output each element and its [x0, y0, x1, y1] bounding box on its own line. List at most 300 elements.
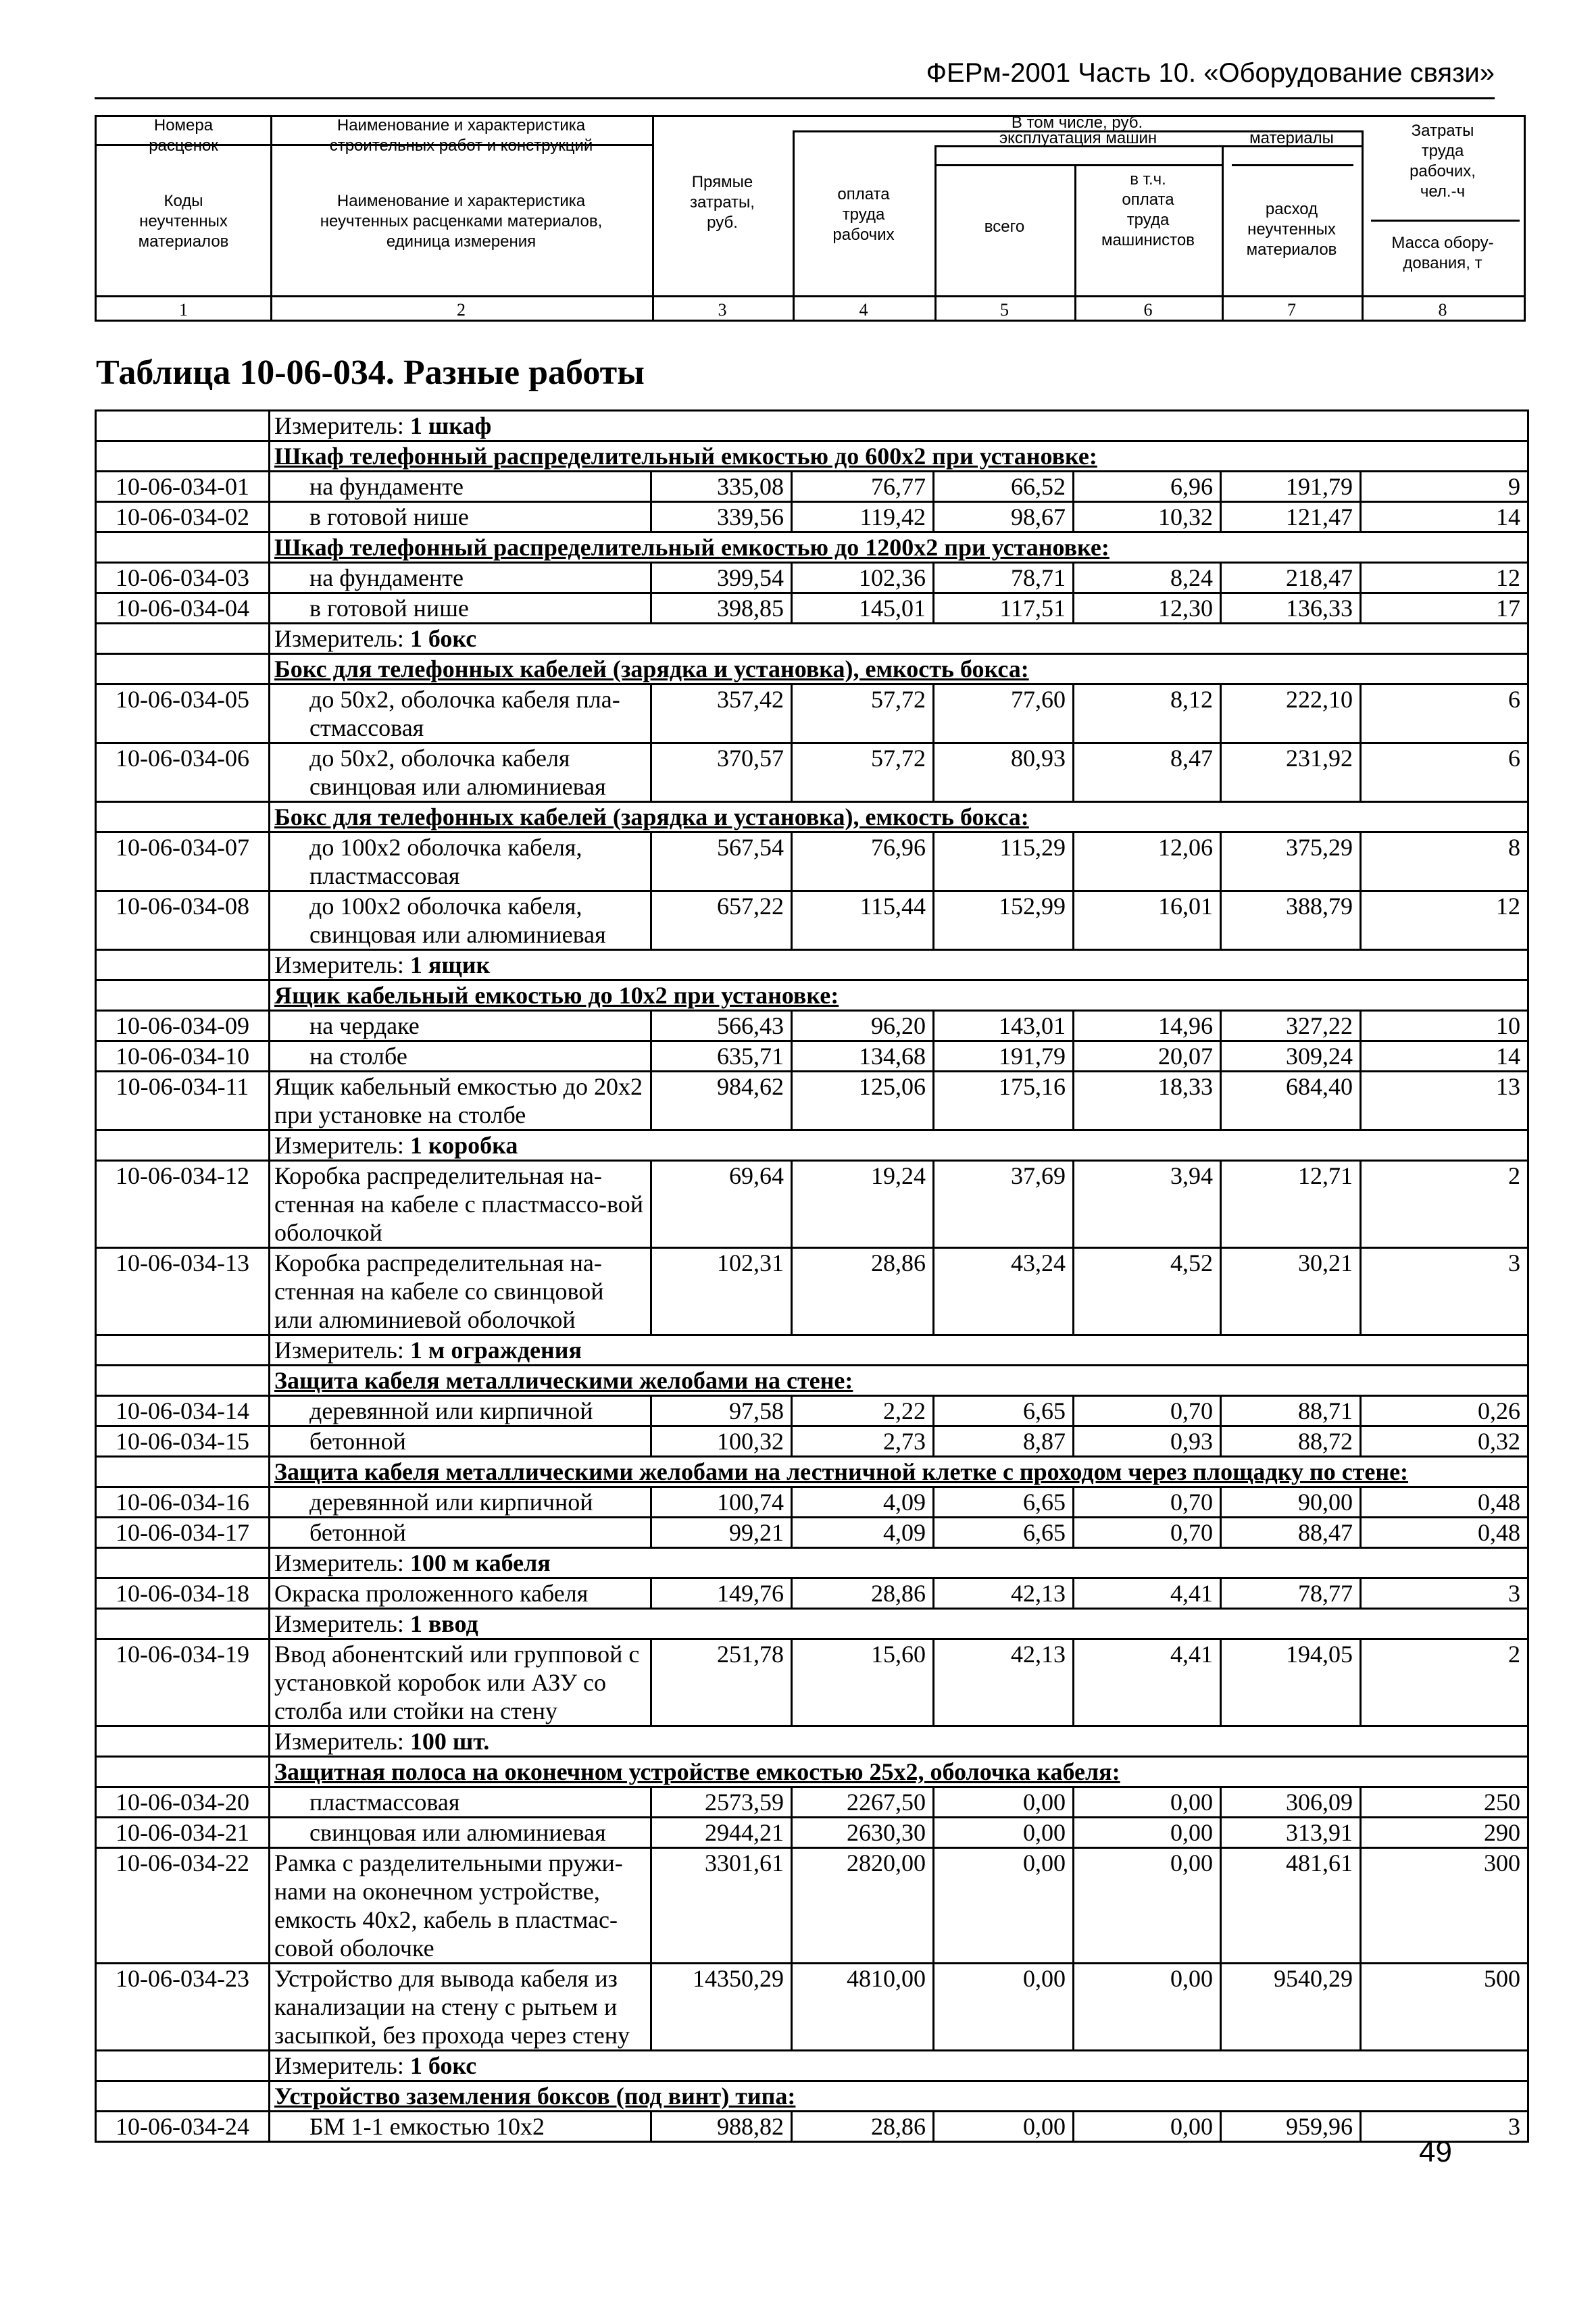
meter-row	[96, 950, 1528, 980]
section-title: Устройство заземления боксов (под винт) типа:	[270, 2081, 1528, 2112]
meter-row	[96, 411, 1528, 441]
unaccounted-materials: 136,33	[1221, 593, 1361, 624]
labor-hours: 300	[1361, 1848, 1528, 1964]
section-title: Шкаф телефонный распределительный емкостью до 1200х2 при установке:	[270, 532, 1528, 563]
table-row	[96, 472, 1528, 502]
work-name: Ввод абонентский или групповой с установкой коробок или АЗУ со столба или стойки на стену	[270, 1639, 651, 1726]
work-name: бетонной	[270, 1518, 651, 1548]
labor-hours: 290	[1361, 1818, 1528, 1848]
work-name: бетонной	[270, 1426, 651, 1457]
empty-cell	[96, 624, 270, 654]
labor-pay: 2,22	[792, 1396, 934, 1426]
meter-row	[96, 1130, 1528, 1161]
work-name: Рамка с разделительными пружи-нами на оконечном устройстве, емкость 40х2, кабель в пластмас-совой оболочке	[270, 1848, 651, 1964]
table-body	[96, 411, 1528, 2142]
rate-code: 10-06-034-13	[96, 1248, 270, 1335]
labor-hours: 12	[1361, 891, 1528, 950]
labor-pay: 28,86	[792, 2112, 934, 2142]
unaccounted-materials: 231,92	[1221, 743, 1361, 802]
header-name-bottom: Наименование и характеристика неучтенных расценками материалов, единица измерения	[320, 192, 603, 251]
machines-total: 78,71	[934, 563, 1074, 593]
section-title: Бокс для телефонных кабелей (зарядка и установка), емкость бокса:	[270, 654, 1528, 684]
unit-of-measure	[270, 1548, 1528, 1578]
rate-code: 10-06-034-16	[96, 1487, 270, 1518]
direct-costs: 566,43	[651, 1011, 792, 1041]
rate-code: 10-06-034-01	[96, 472, 270, 502]
operators-pay: 0,93	[1074, 1426, 1221, 1457]
machines-total: 0,00	[934, 2112, 1074, 2142]
machines-total: 77,60	[934, 684, 1074, 743]
header-name-top: Наименование и характеристика строительных работ и конструкций	[329, 116, 593, 155]
labor-pay: 134,68	[792, 1041, 934, 1072]
unaccounted-materials: 194,05	[1221, 1639, 1361, 1726]
empty-cell	[96, 1757, 270, 1787]
unaccounted-materials: 388,79	[1221, 891, 1361, 950]
meter-value: 1 ящик	[409, 951, 491, 978]
section-title: Защита кабеля металлическими желобами на лестничной клетке с проходом через площадку по стене:	[270, 1457, 1528, 1487]
direct-costs: 984,62	[651, 1072, 792, 1130]
labor-hours: 13	[1361, 1072, 1528, 1130]
work-name: до 100х2 оболочка кабеля, свинцовая или алюминиевая	[270, 891, 651, 950]
meter-row	[96, 1726, 1528, 1757]
work-name: до 50х2, оболочка кабеля пла-стмассовая	[270, 684, 651, 743]
table-row	[96, 1787, 1528, 1818]
labor-pay: 15,60	[792, 1639, 934, 1726]
work-name: на чердаке	[270, 1011, 651, 1041]
work-name: Коробка распределительная на-стенная на кабеле с пластмассо-вой оболочкой	[270, 1161, 651, 1248]
unaccounted-materials: 78,77	[1221, 1578, 1361, 1609]
operators-pay: 0,70	[1074, 1518, 1221, 1548]
labor-pay: 125,06	[792, 1072, 934, 1130]
operators-pay: 0,00	[1074, 1964, 1221, 2051]
labor-pay: 76,96	[792, 832, 934, 891]
machines-total: 0,00	[934, 1964, 1074, 2051]
labor-pay: 76,77	[792, 472, 934, 502]
direct-costs: 339,56	[651, 502, 792, 532]
header-equipment-mass: Масса обору- дования, т	[1391, 234, 1494, 272]
unaccounted-materials: 222,10	[1221, 684, 1361, 743]
unaccounted-materials: 327,22	[1221, 1011, 1361, 1041]
empty-cell	[96, 411, 270, 441]
machines-total: 115,29	[934, 832, 1074, 891]
table-row	[96, 593, 1528, 624]
labor-pay: 119,42	[792, 502, 934, 532]
labor-pay: 28,86	[792, 1248, 934, 1335]
labor-hours: 9	[1361, 472, 1528, 502]
direct-costs: 335,08	[651, 472, 792, 502]
unaccounted-materials: 306,09	[1221, 1787, 1361, 1818]
labor-hours: 14	[1361, 1041, 1528, 1072]
operators-pay: 6,96	[1074, 472, 1221, 502]
column-number: 4	[859, 300, 868, 320]
meter-value: 100 м кабеля	[409, 1549, 551, 1576]
section-row	[96, 654, 1528, 684]
unaccounted-materials: 121,47	[1221, 502, 1361, 532]
rate-code: 10-06-034-03	[96, 563, 270, 593]
unaccounted-materials: 9540,29	[1221, 1964, 1361, 2051]
unit-of-measure	[270, 2051, 1528, 2081]
operators-pay: 12,06	[1074, 832, 1221, 891]
column-number: 2	[457, 300, 466, 320]
table-row	[96, 563, 1528, 593]
machines-total: 37,69	[934, 1161, 1074, 1248]
unaccounted-materials: 959,96	[1221, 2112, 1361, 2142]
unit-of-measure	[270, 411, 1528, 441]
labor-pay: 2820,00	[792, 1848, 934, 1964]
meter-label: Измеритель:	[274, 1337, 410, 1364]
rate-code: 10-06-034-18	[96, 1578, 270, 1609]
unaccounted-materials: 309,24	[1221, 1041, 1361, 1072]
section-row	[96, 980, 1528, 1011]
direct-costs: 97,58	[651, 1396, 792, 1426]
direct-costs: 100,32	[651, 1426, 792, 1457]
work-name: свинцовая или алюминиевая	[270, 1818, 651, 1848]
labor-hours: 0,32	[1361, 1426, 1528, 1457]
table-row	[96, 684, 1528, 743]
labor-pay: 4810,00	[792, 1964, 934, 2051]
machines-total: 0,00	[934, 1818, 1074, 1848]
empty-cell	[96, 1548, 270, 1578]
section-row	[96, 802, 1528, 832]
unaccounted-materials: 481,61	[1221, 1848, 1361, 1964]
rates-table	[95, 409, 1529, 2143]
direct-costs: 99,21	[651, 1518, 792, 1548]
machines-total: 80,93	[934, 743, 1074, 802]
section-title: Бокс для телефонных кабелей (зарядка и установка), емкость бокса:	[270, 802, 1528, 832]
table-row	[96, 1964, 1528, 2051]
section-row	[96, 1366, 1528, 1396]
labor-hours: 17	[1361, 593, 1528, 624]
meter-label: Измеритель:	[274, 2052, 410, 2079]
rate-code: 10-06-034-12	[96, 1161, 270, 1248]
rate-code: 10-06-034-05	[96, 684, 270, 743]
empty-cell	[96, 1457, 270, 1487]
labor-hours: 14	[1361, 502, 1528, 532]
direct-costs: 398,85	[651, 593, 792, 624]
unaccounted-materials: 88,71	[1221, 1396, 1361, 1426]
unaccounted-materials: 12,71	[1221, 1161, 1361, 1248]
unaccounted-materials: 313,91	[1221, 1818, 1361, 1848]
meter-row	[96, 624, 1528, 654]
labor-pay: 4,09	[792, 1518, 934, 1548]
table-row	[96, 1518, 1528, 1548]
unaccounted-materials: 375,29	[1221, 832, 1361, 891]
rate-code: 10-06-034-09	[96, 1011, 270, 1041]
table-row	[96, 891, 1528, 950]
work-name: в готовой нише	[270, 593, 651, 624]
unaccounted-materials: 88,72	[1221, 1426, 1361, 1457]
header-machines-total: всего	[984, 218, 1025, 236]
operators-pay: 16,01	[1074, 891, 1221, 950]
meter-label: Измеритель:	[274, 1549, 410, 1576]
unaccounted-materials: 88,47	[1221, 1518, 1361, 1548]
unit-of-measure	[270, 1335, 1528, 1366]
table-row	[96, 1639, 1528, 1726]
empty-cell	[96, 1609, 270, 1639]
machines-total: 6,65	[934, 1518, 1074, 1548]
work-name: БМ 1-1 емкостью 10х2	[270, 2112, 651, 2142]
empty-cell	[96, 1726, 270, 1757]
table-row	[96, 1248, 1528, 1335]
unaccounted-materials: 218,47	[1221, 563, 1361, 593]
operators-pay: 0,00	[1074, 1818, 1221, 1848]
header-group: В том числе, руб.	[1011, 114, 1143, 132]
direct-costs: 2573,59	[651, 1787, 792, 1818]
empty-cell	[96, 2081, 270, 2112]
work-name: деревянной или кирпичной	[270, 1487, 651, 1518]
labor-hours: 0,26	[1361, 1396, 1528, 1426]
direct-costs: 357,42	[651, 684, 792, 743]
meter-row	[96, 1609, 1528, 1639]
operators-pay: 10,32	[1074, 502, 1221, 532]
rate-code: 10-06-034-10	[96, 1041, 270, 1072]
header-operators: в т.ч. оплата труда машинистов	[1101, 170, 1195, 249]
section-row	[96, 1757, 1528, 1787]
machines-total: 152,99	[934, 891, 1074, 950]
labor-hours: 3	[1361, 1248, 1528, 1335]
machines-total: 98,67	[934, 502, 1074, 532]
meter-value: 1 бокс	[409, 2052, 477, 2079]
meter-value: 1 коробка	[409, 1132, 518, 1159]
header-codes-bottom: Коды неучтенных материалов	[138, 192, 229, 251]
empty-cell	[96, 980, 270, 1011]
rate-code: 10-06-034-15	[96, 1426, 270, 1457]
work-name: до 50х2, оболочка кабеля свинцовая или алюминиевая	[270, 743, 651, 802]
labor-hours: 3	[1361, 1578, 1528, 1609]
operators-pay: 12,30	[1074, 593, 1221, 624]
section-title: Ящик кабельный емкостью до 10х2 при установке:	[270, 980, 1528, 1011]
rate-code: 10-06-034-14	[96, 1396, 270, 1426]
machines-total: 0,00	[934, 1848, 1074, 1964]
empty-cell	[96, 1335, 270, 1366]
unaccounted-materials: 90,00	[1221, 1487, 1361, 1518]
operators-pay: 18,33	[1074, 1072, 1221, 1130]
rate-code: 10-06-034-04	[96, 593, 270, 624]
column-header	[95, 115, 1526, 322]
empty-cell	[96, 950, 270, 980]
direct-costs: 149,76	[651, 1578, 792, 1609]
table-row	[96, 1161, 1528, 1248]
empty-cell	[96, 441, 270, 472]
unaccounted-materials: 191,79	[1221, 472, 1361, 502]
machines-total: 66,52	[934, 472, 1074, 502]
direct-costs: 635,71	[651, 1041, 792, 1072]
labor-pay: 96,20	[792, 1011, 934, 1041]
header-materials: расход неучтенных материалов	[1246, 200, 1337, 259]
direct-costs: 251,78	[651, 1639, 792, 1726]
table-row	[96, 832, 1528, 891]
rate-code: 10-06-034-21	[96, 1818, 270, 1848]
table-row	[96, 1396, 1528, 1426]
labor-pay: 145,01	[792, 593, 934, 624]
section-row	[96, 532, 1528, 563]
unit-of-measure	[270, 1130, 1528, 1161]
table-row	[96, 1011, 1528, 1041]
meter-value: 100 шт.	[409, 1728, 490, 1755]
table-title: Таблица 10-06-034. Разные работы	[96, 353, 645, 392]
page-number: 49	[1419, 2135, 1452, 2168]
meter-label: Измеритель:	[274, 625, 410, 652]
section-row	[96, 2081, 1528, 2112]
operators-pay: 4,52	[1074, 1248, 1221, 1335]
direct-costs: 3301,61	[651, 1848, 792, 1964]
meter-row	[96, 1335, 1528, 1366]
work-name: на столбе	[270, 1041, 651, 1072]
meter-value: 1 бокс	[409, 625, 477, 652]
machines-total: 8,87	[934, 1426, 1074, 1457]
operators-pay: 0,70	[1074, 1487, 1221, 1518]
empty-cell	[96, 654, 270, 684]
labor-hours: 0,48	[1361, 1487, 1528, 1518]
unit-of-measure	[270, 1609, 1528, 1639]
work-name: на фундаменте	[270, 472, 651, 502]
direct-costs: 370,57	[651, 743, 792, 802]
operators-pay: 0,00	[1074, 1848, 1221, 1964]
unaccounted-materials: 30,21	[1221, 1248, 1361, 1335]
work-name: Ящик кабельный емкостью до 20х2 при установке на столбе	[270, 1072, 651, 1130]
labor-pay: 19,24	[792, 1161, 934, 1248]
operators-pay: 8,24	[1074, 563, 1221, 593]
column-number: 6	[1143, 300, 1153, 320]
table-row	[96, 1848, 1528, 1964]
machines-total: 0,00	[934, 1787, 1074, 1818]
empty-cell	[96, 1130, 270, 1161]
direct-costs: 102,31	[651, 1248, 792, 1335]
labor-pay: 2630,30	[792, 1818, 934, 1848]
work-name: деревянной или кирпичной	[270, 1396, 651, 1426]
labor-pay: 57,72	[792, 684, 934, 743]
rate-code: 10-06-034-11	[96, 1072, 270, 1130]
meter-label: Измеритель:	[274, 1610, 410, 1637]
header-direct-costs: Прямые затраты, руб.	[690, 173, 755, 232]
rate-code: 10-06-034-07	[96, 832, 270, 891]
direct-costs: 100,74	[651, 1487, 792, 1518]
direct-costs: 399,54	[651, 563, 792, 593]
column-number: 5	[1000, 300, 1009, 320]
rate-code: 10-06-034-02	[96, 502, 270, 532]
labor-pay: 57,72	[792, 743, 934, 802]
empty-cell	[96, 2051, 270, 2081]
labor-pay: 2,73	[792, 1426, 934, 1457]
rate-code: 10-06-034-22	[96, 1848, 270, 1964]
labor-hours: 12	[1361, 563, 1528, 593]
header-labor: оплата труда рабочих	[832, 185, 895, 244]
unit-of-measure	[270, 950, 1528, 980]
column-number: 7	[1287, 300, 1296, 320]
machines-total: 117,51	[934, 593, 1074, 624]
labor-hours: 2	[1361, 1639, 1528, 1726]
unaccounted-materials: 684,40	[1221, 1072, 1361, 1130]
work-name: Устройство для вывода кабеля из канализации на стену с рытьем и засыпкой, без прохода через стену	[270, 1964, 651, 2051]
operators-pay: 20,07	[1074, 1041, 1221, 1072]
table-row	[96, 2112, 1528, 2142]
meter-value: 1 ввод	[409, 1610, 478, 1637]
direct-costs: 14350,29	[651, 1964, 792, 2051]
table-row	[96, 1426, 1528, 1457]
operators-pay: 14,96	[1074, 1011, 1221, 1041]
table-row	[96, 1818, 1528, 1848]
operators-pay: 0,00	[1074, 1787, 1221, 1818]
labor-pay: 115,44	[792, 891, 934, 950]
direct-costs: 567,54	[651, 832, 792, 891]
labor-hours: 2	[1361, 1161, 1528, 1248]
labor-hours: 250	[1361, 1787, 1528, 1818]
header-machines-group: эксплуатация машин	[999, 129, 1157, 147]
machines-total: 143,01	[934, 1011, 1074, 1041]
operators-pay: 0,00	[1074, 2112, 1221, 2142]
table-row	[96, 502, 1528, 532]
machines-total: 43,24	[934, 1248, 1074, 1335]
section-title: Шкаф телефонный распределительный емкостью до 600х2 при установке:	[270, 441, 1528, 472]
empty-cell	[96, 1366, 270, 1396]
labor-pay: 28,86	[792, 1578, 934, 1609]
table-row	[96, 1072, 1528, 1130]
machines-total: 191,79	[934, 1041, 1074, 1072]
labor-hours: 500	[1361, 1964, 1528, 2051]
section-row	[96, 1457, 1528, 1487]
direct-costs: 988,82	[651, 2112, 792, 2142]
running-header: ФЕРм-2001 Часть 10. «Оборудование связи»	[95, 53, 1495, 99]
operators-pay: 8,47	[1074, 743, 1221, 802]
operators-pay: 8,12	[1074, 684, 1221, 743]
operators-pay: 4,41	[1074, 1578, 1221, 1609]
meter-label: Измеритель:	[274, 951, 410, 978]
meter-value: 1 м ограждения	[409, 1337, 582, 1364]
column-number: 1	[179, 300, 188, 320]
unit-of-measure	[270, 624, 1528, 654]
work-name: Коробка распределительная на-стенная на кабеле со свинцовой или алюминиевой оболочкой	[270, 1248, 651, 1335]
operators-pay: 3,94	[1074, 1161, 1221, 1248]
meter-label: Измеритель:	[274, 1132, 410, 1159]
rate-code: 10-06-034-23	[96, 1964, 270, 2051]
labor-hours: 10	[1361, 1011, 1528, 1041]
meter-value: 1 шкаф	[409, 412, 492, 439]
meter-row	[96, 1548, 1528, 1578]
labor-hours: 6	[1361, 684, 1528, 743]
labor-hours: 6	[1361, 743, 1528, 802]
table-row	[96, 1487, 1528, 1518]
machines-total: 42,13	[934, 1578, 1074, 1609]
labor-pay: 102,36	[792, 563, 934, 593]
table-row	[96, 743, 1528, 802]
direct-costs: 657,22	[651, 891, 792, 950]
labor-hours: 0,48	[1361, 1518, 1528, 1548]
meter-label: Измеритель:	[274, 412, 410, 439]
unit-of-measure	[270, 1726, 1528, 1757]
labor-pay: 2267,50	[792, 1787, 934, 1818]
operators-pay: 0,70	[1074, 1396, 1221, 1426]
machines-total: 175,16	[934, 1072, 1074, 1130]
machines-total: 6,65	[934, 1487, 1074, 1518]
work-name: на фундаменте	[270, 563, 651, 593]
rate-code: 10-06-034-19	[96, 1639, 270, 1726]
header-codes-top: Номера расценок	[149, 116, 218, 155]
machines-total: 6,65	[934, 1396, 1074, 1426]
direct-costs: 2944,21	[651, 1818, 792, 1848]
rate-code: 10-06-034-17	[96, 1518, 270, 1548]
table-row	[96, 1578, 1528, 1609]
section-title: Защитная полоса на оконечном устройстве емкостью 25х2, оболочка кабеля:	[270, 1757, 1528, 1787]
operators-pay: 4,41	[1074, 1639, 1221, 1726]
rate-code: 10-06-034-20	[96, 1787, 270, 1818]
work-name: в готовой нише	[270, 502, 651, 532]
column-number: 8	[1438, 300, 1447, 320]
rate-code: 10-06-034-06	[96, 743, 270, 802]
labor-hours: 8	[1361, 832, 1528, 891]
section-row	[96, 441, 1528, 472]
table-row	[96, 1041, 1528, 1072]
meter-row	[96, 2051, 1528, 2081]
